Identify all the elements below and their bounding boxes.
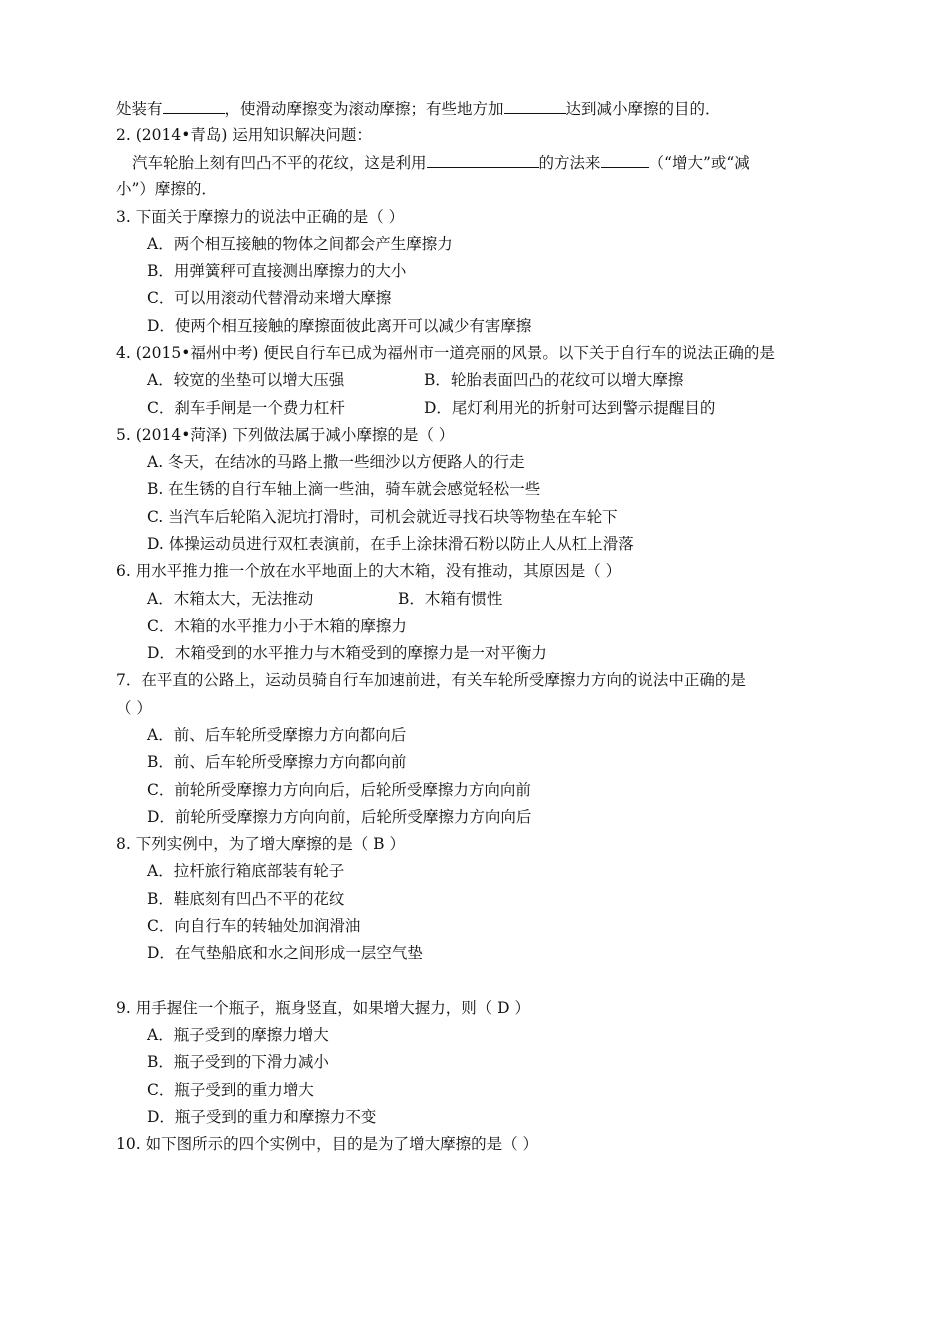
answer-blank[interactable]	[163, 98, 225, 114]
fill-blank-line-1	[116, 98, 721, 119]
question-8-option-d: D．在气垫船底和水之间形成一层空气垫	[147, 944, 423, 962]
question-7-stem: 7．在平直的公路上，运动员骑自行车加速前进，有关车轮所受摩擦力方向的说法中正确的是	[116, 671, 746, 689]
question-6-option-c: C．木箱的水平推力小于木箱的摩擦力	[147, 617, 407, 635]
question-7-answer-paren: （ ）	[116, 699, 152, 717]
question-3-stem: 3. 下面关于摩擦力的说法中正确的是（ ）	[116, 208, 405, 226]
question-4-option-c: C．刹车手闸是一个费力杠杆	[147, 399, 345, 417]
question-9-option-c: C．瓶子受到的重力增大	[147, 1081, 314, 1099]
question-10-stem: 10. 如下图所示的四个实例中，目的是为了增大摩擦的是（ ）	[116, 1135, 539, 1153]
question-6-option-b: B．木箱有惯性	[398, 590, 503, 608]
question-8-stem: 8. 下列实例中，为了增大摩擦的是（ B ）	[116, 835, 405, 853]
question-2-continuation: 小”）摩擦的．	[116, 180, 217, 198]
question-5-option-b: B. 在生锈的自行车轴上滴一些油，骑车就会感觉轻松一些	[147, 480, 541, 498]
question-7-option-c: C．前轮所受摩擦力方向向后，后轮所受摩擦力方向向前	[147, 781, 531, 799]
question-6-option-d: D．木箱受到的水平推力与木箱受到的摩擦力是一对平衡力	[147, 644, 547, 662]
question-8-option-b: B．鞋底刻有凹凸不平的花纹	[147, 890, 345, 908]
question-4-stem: 4. (2015•福州中考) 便民自行车已成为福州市一道亮丽的风景。以下关于自行车的说法正确的是	[116, 344, 775, 362]
question-5-option-a: A. 冬天，在结冰的马路上撒一些细沙以方便路人的行走	[147, 453, 525, 471]
question-4-option-d: D．尾灯利用光的折射可达到警示提醒目的	[424, 399, 716, 417]
question-3-option-a: A．两个相互接触的物体之间都会产生摩擦力	[147, 235, 453, 253]
answer-blank[interactable]	[427, 152, 539, 168]
question-8-option-c: C．向自行车的转轴处加润滑油	[147, 917, 361, 935]
question-5-stem: 5. (2014•菏泽) 下列做法属于减小摩擦的是（ ）	[116, 426, 455, 444]
text-segment: 的方法来	[538, 154, 601, 172]
question-7-option-b: B．前、后车轮所受摩擦力方向都向前	[147, 753, 407, 771]
question-4-option-a: A．较宽的坐垫可以增大压强	[147, 371, 345, 389]
question-4-option-b: B．轮胎表面凹凸的花纹可以增大摩擦	[424, 371, 684, 389]
question-8-option-a: A．拉杆旅行箱底部装有轮子	[147, 862, 345, 880]
answer-blank[interactable]	[504, 98, 566, 114]
question-7-option-d: D．前轮所受摩擦力方向向前，后轮所受摩擦力方向向后	[147, 808, 532, 826]
question-2-body	[132, 152, 750, 173]
question-7-option-a: A．前、后车轮所受摩擦力方向都向后	[147, 726, 407, 744]
question-3-option-b: B．用弹簧秤可直接测出摩擦力的大小	[147, 262, 407, 280]
question-2-stem: 2. (2014•青岛) 运用知识解决问题：	[116, 126, 372, 144]
question-3-option-d: D．使两个相互接触的摩擦面彼此离开可以减少有害摩擦	[147, 317, 532, 335]
question-9-option-d: D．瓶子受到的重力和摩擦力不变	[147, 1108, 377, 1126]
question-5-option-d: D. 体操运动员进行双杠表演前，在手上涂抹滑石粉以防止人从杠上滑落	[147, 535, 634, 553]
answer-blank[interactable]	[601, 152, 649, 168]
question-3-option-c: C．可以用滚动代替滑动来增大摩擦	[147, 289, 392, 307]
question-6-stem: 6. 用水平推力推一个放在水平地面上的大木箱，没有推动，其原因是（ ）	[116, 562, 622, 580]
question-6-option-a: A．木箱太大，无法推动	[147, 590, 314, 608]
question-9-option-b: B．瓶子受到的下滑力减小	[147, 1053, 329, 1071]
text-segment: （“增大”或“减	[648, 154, 750, 172]
text-segment: 处装有	[116, 100, 163, 118]
question-9-stem: 9. 用手握住一个瓶子，瓶身竖直，如果增大握力，则（ D ）	[116, 999, 530, 1017]
question-5-option-c: C. 当汽车后轮陷入泥坑打滑时，司机会就近寻找石块等物垫在车轮下	[147, 508, 618, 526]
text-segment: 达到减小摩擦的目的．	[565, 100, 721, 118]
text-segment: ，使滑动摩擦变为滚动摩擦；有些地方加	[224, 100, 504, 118]
text-segment: 汽车轮胎上刻有凹凸不平的花纹，这是利用	[132, 154, 427, 172]
question-9-option-a: A．瓶子受到的摩擦力增大	[147, 1026, 329, 1044]
